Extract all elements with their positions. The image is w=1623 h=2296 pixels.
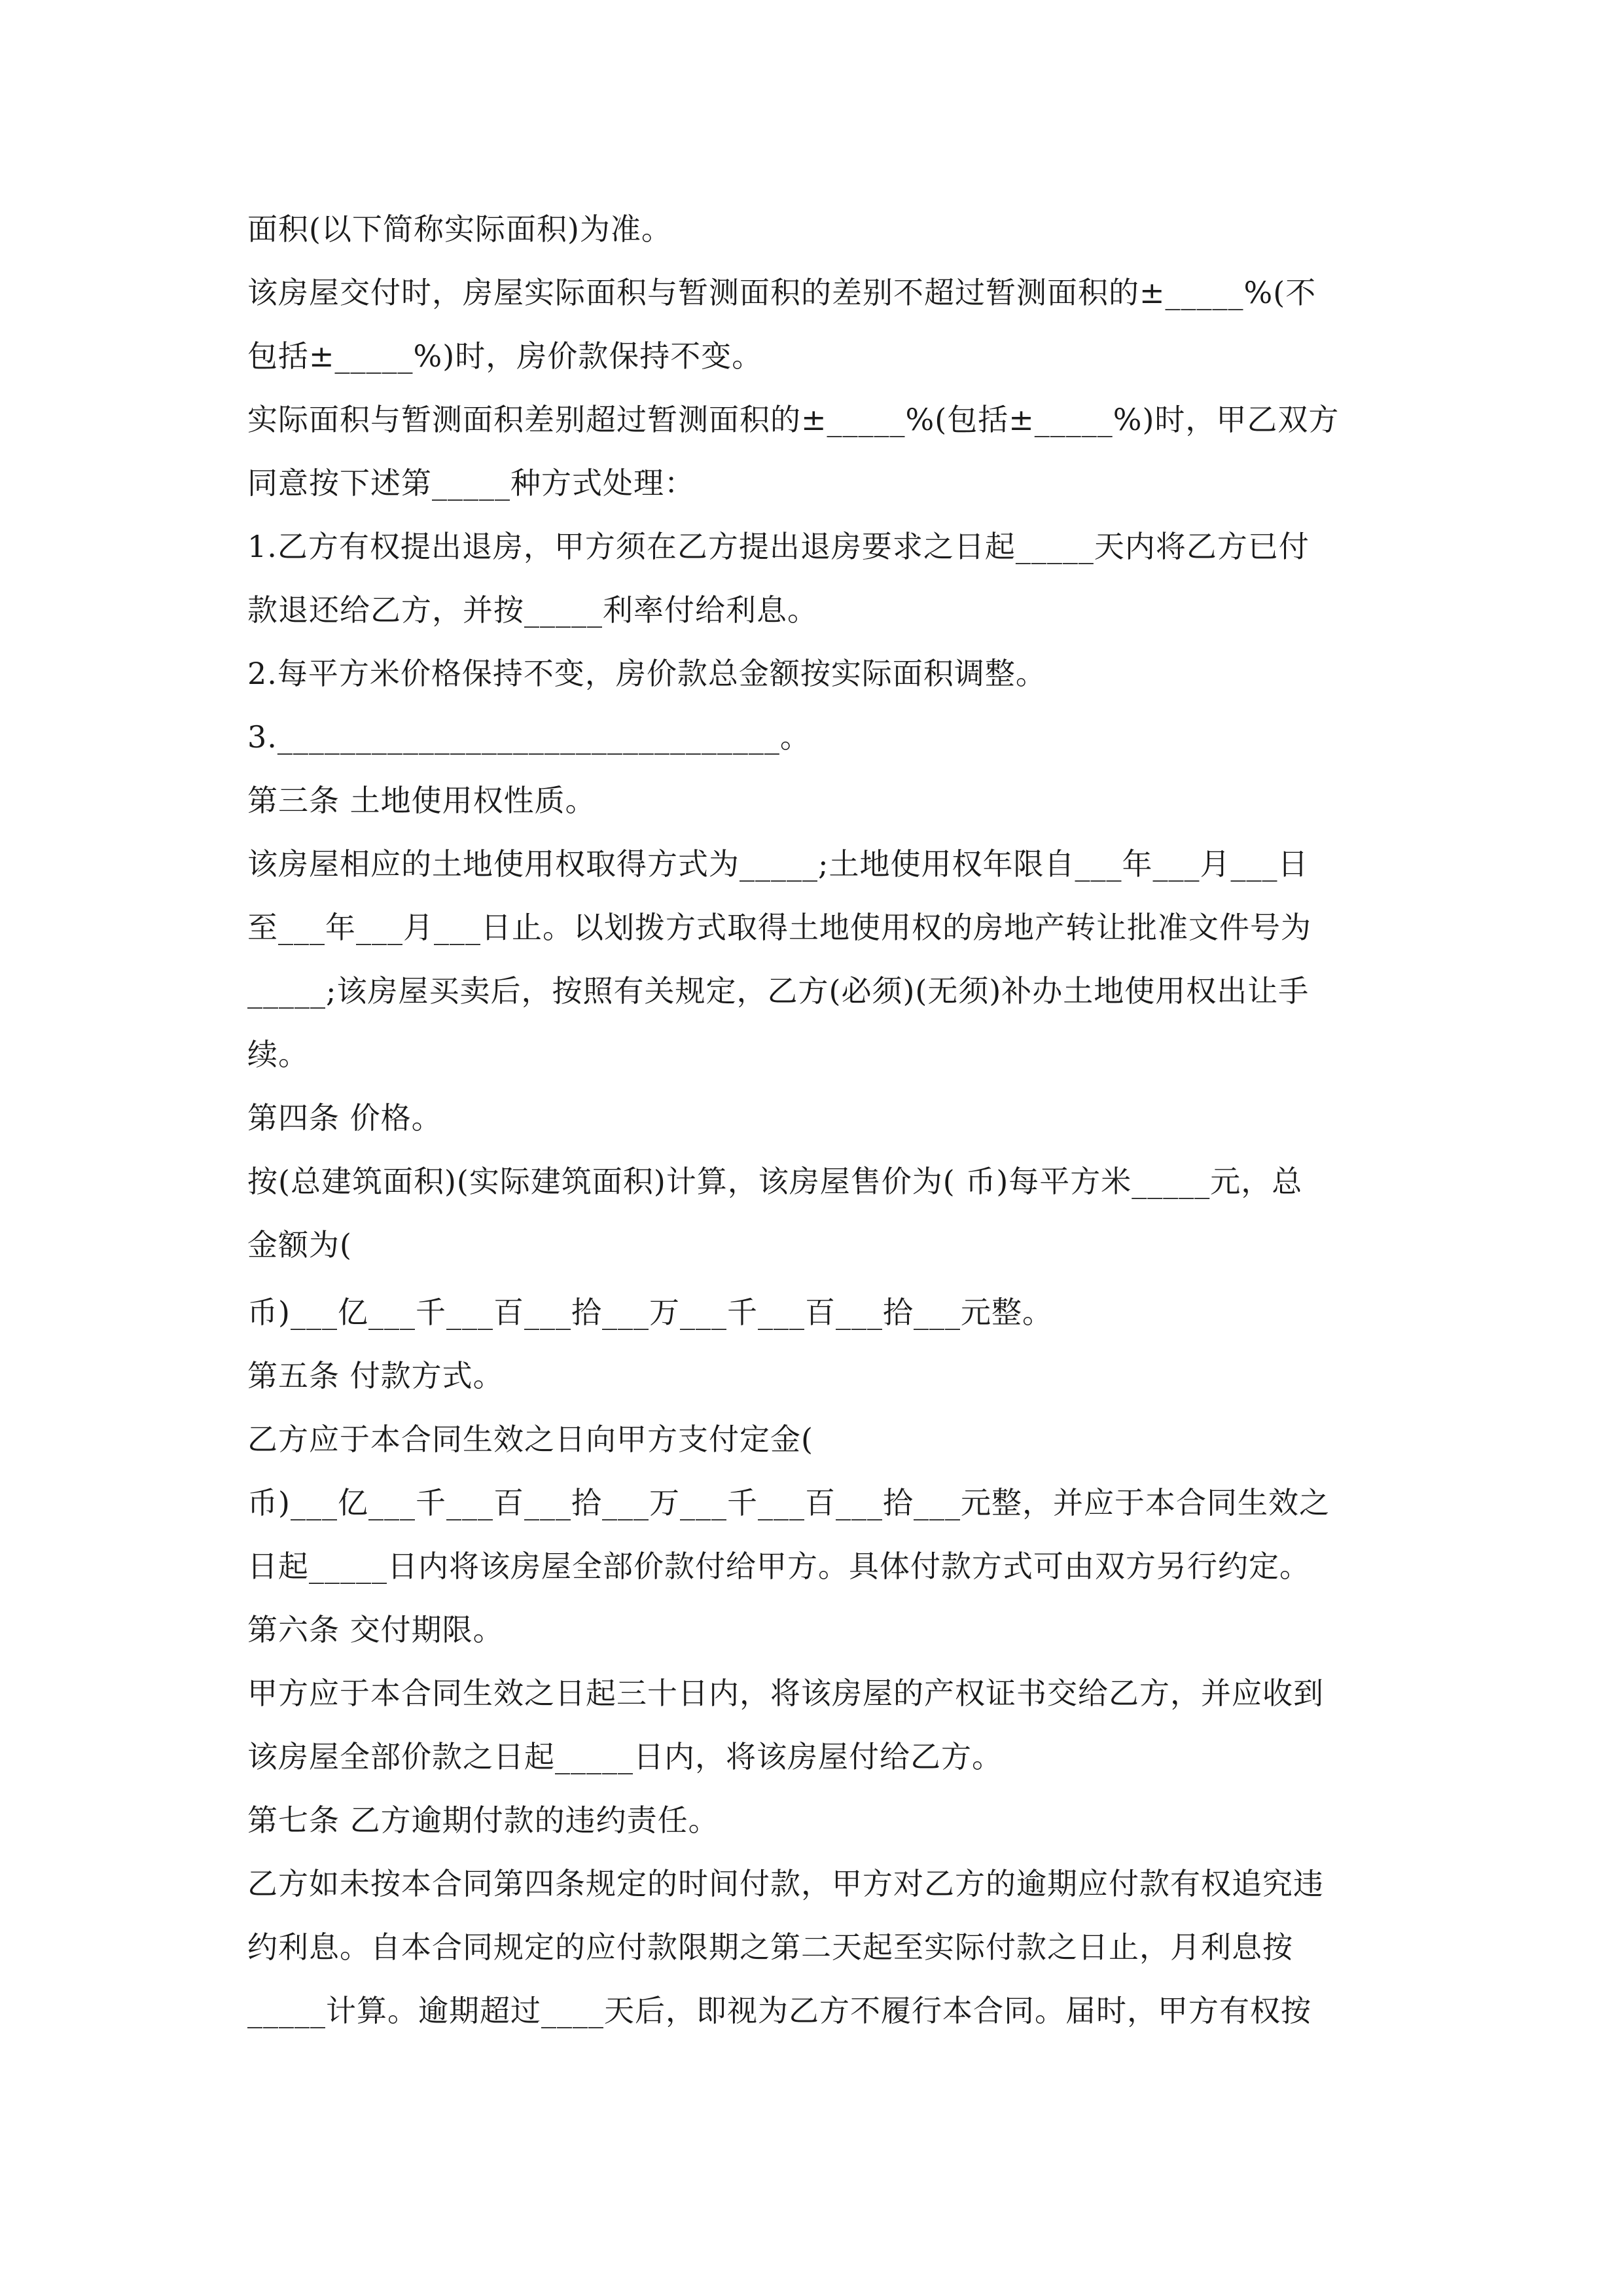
section-heading: 第五条 付款方式。 (247, 1358, 504, 1393)
text-line: 同意按下述第_____种方式处理： (247, 465, 695, 501)
text-line: 币)___亿___千___百___拾___万___千___百___拾___元整，并应于本合同生效之 (247, 1485, 1330, 1520)
text-line: 乙方如未按本合同第四条规定的时间付款，甲方对乙方的逾期应付款有权追究违 (247, 1866, 1324, 1901)
text-line: 日起_____日内将该房屋全部价款付给甲方。具体付款方式可由双方另行约定。 (247, 1549, 1310, 1584)
text-line: 1.乙方有权提出退房，甲方须在乙方提出退房要求之日起_____天内将乙方已付 (247, 529, 1310, 564)
text-line: 3.________________________________。 (247, 719, 811, 755)
text-line: 续。 (247, 1037, 309, 1072)
text-line: 该房屋相应的土地使用权取得方式为_____;土地使用权年限自___年___月___日 (247, 846, 1309, 882)
section-heading: 第七条 乙方逾期付款的违约责任。 (247, 1803, 719, 1838)
text-line: 币)___亿___千___百___拾___万___千___百___拾___元整。 (247, 1295, 1053, 1330)
text-line: 金额为( (247, 1227, 352, 1263)
text-line: 按(总建筑面积)(实际建筑面积)计算，该房屋售价为( 币)每平方米_____元，总 (247, 1164, 1303, 1199)
text-line: 包括±_____%)时，房价款保持不变。 (247, 338, 763, 374)
text-line: 乙方应于本合同生效之日向甲方支付定金( (247, 1422, 813, 1457)
text-line: 实际面积与暂测面积差别超过暂测面积的±_____%(包括±_____%)时，甲乙双方 (247, 402, 1340, 437)
section-heading: 第三条 土地使用权性质。 (247, 783, 596, 818)
text-line: _____;该房屋买卖后，按照有关规定，乙方(必须)(无须)补办土地使用权出让手 (247, 973, 1310, 1009)
text-line: 该房屋交付时，房屋实际面积与暂测面积的差别不超过暂测面积的±_____%(不 (247, 275, 1317, 310)
section-heading: 第四条 价格。 (247, 1100, 442, 1136)
text-line: 约利息。自本合同规定的应付款限期之第二天起至实际付款之日止，月利息按 (247, 1929, 1293, 1965)
text-line: 2.每平方米价格保持不变，房价款总金额按实际面积调整。 (247, 656, 1046, 691)
text-line: 甲方应于本合同生效之日起三十日内，将该房屋的产权证书交给乙方，并应收到 (247, 1676, 1324, 1711)
text-line: 款退还给乙方，并按_____利率付给利息。 (247, 592, 818, 628)
text-line: _____计算。逾期超过____天后，即视为乙方不履行本合同。届时，甲方有权按 (247, 1993, 1311, 2028)
section-heading: 第六条 交付期限。 (247, 1612, 504, 1647)
text-line: 该房屋全部价款之日起_____日内，将该房屋付给乙方。 (247, 1739, 1003, 1774)
text-line: 至___年___月___日止。以划拨方式取得土地使用权的房地产转让批准文件号为 (247, 910, 1311, 945)
text-line: 面积(以下简称实际面积)为准。 (247, 211, 672, 247)
